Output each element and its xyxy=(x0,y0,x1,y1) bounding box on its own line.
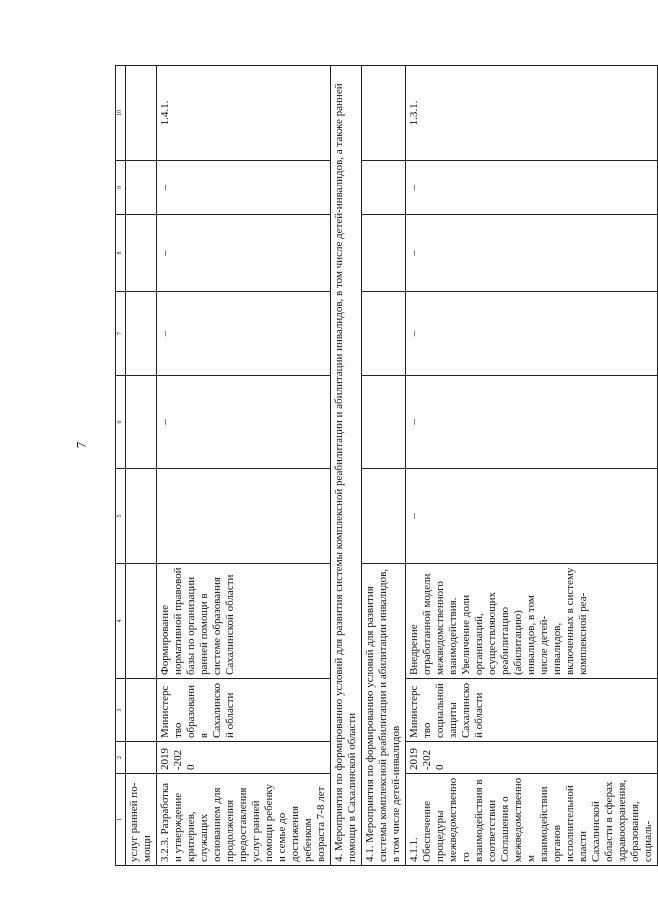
col-header: 10 xyxy=(116,66,126,161)
section-row xyxy=(331,66,362,866)
cell-col7 xyxy=(126,292,157,376)
cell-col5 xyxy=(157,469,331,564)
cell-measure: 3.2.3. Разработка и утверждение критериев, служащих основанием для продолжения предоставления услуг ранней помощи ребенку и семье до достижения ребенком возраста 7-8 лет xyxy=(157,774,331,866)
cell-col7: – xyxy=(157,292,331,376)
section-4-1-title: 4.1. Мероприятия по формированию условий для развития системы комплексной реабилитации и абилитации инвалидов, в том числе детей-инвалидов xyxy=(362,564,406,866)
col-header: 7 xyxy=(116,292,126,376)
cell-measure: услуг ранней по-мощи xyxy=(126,774,157,866)
cell-executor xyxy=(126,679,157,742)
cell-col10: 1.4.1. xyxy=(157,66,331,161)
col-header: 2 xyxy=(116,742,126,774)
cell-executor: Министерство образования Сахалинской области xyxy=(157,679,331,742)
col-header: 8 xyxy=(116,215,126,292)
cell-col8: – xyxy=(157,215,331,292)
section-row xyxy=(362,66,406,866)
col-header: 4 xyxy=(116,564,126,679)
cell-executor: Министерство социальной защиты Сахалинской области xyxy=(406,679,658,742)
cell-col9: – xyxy=(157,161,331,215)
col-header: 1 xyxy=(116,774,126,866)
cell-period: 2019-2020 xyxy=(157,742,331,774)
cell-period xyxy=(126,742,157,774)
cell-col10 xyxy=(126,66,157,161)
col-header: 3 xyxy=(116,679,126,742)
cell-col8 xyxy=(126,215,157,292)
col-header: 6 xyxy=(116,376,126,469)
cell-measure: 4.1.1. Обеспечение процедуры межведомственного взаимодействия в соответствии Соглашения о межведомственном взаимодействии органов исполнительной власти Сахалинской области в сферах здравоохранения, образования, социаль- xyxy=(406,774,658,866)
cell-result xyxy=(126,564,157,679)
cell-result: Формирование нормативной правовой базы по организации ранней помощи в системе образования Сахалинской области xyxy=(157,564,331,679)
cell-col6: – xyxy=(157,376,331,469)
section-4-title: 4. Мероприятия по формированию условий для развития системы комплексной реабилитации и абилитации инвалидов, в том числе детей-инвалидов, а также ранней помощи в Сахалинской области xyxy=(331,66,362,866)
cell-result: Внедрение отработанной модели межведомственного взаимодействия. Увеличение доли организаций, осуществляющих реабилитацию (абилитацию) инвалидов, в том числе детей-инвалидов, включенных в систему комплексной реа- xyxy=(406,564,658,679)
cell-col5: – xyxy=(406,469,658,564)
cell-col8: – xyxy=(406,215,658,292)
table-row xyxy=(157,66,331,866)
document-table-region xyxy=(115,66,654,866)
column-number-row xyxy=(116,66,126,866)
cell-col9 xyxy=(126,161,157,215)
col-header: 5 xyxy=(116,469,126,564)
table-row xyxy=(406,66,658,866)
cell-col9: – xyxy=(406,161,658,215)
table-row xyxy=(126,66,157,866)
col-header: 9 xyxy=(116,161,126,215)
cell-col5 xyxy=(126,469,157,564)
cell-col6 xyxy=(126,376,157,469)
page-number: 7 xyxy=(73,441,89,449)
cell-col10: 1.3.1. xyxy=(406,66,658,161)
cell-col7: – xyxy=(406,292,658,376)
cell-period: 2019-2020 xyxy=(406,742,658,774)
measures-table xyxy=(115,65,658,866)
cell-col6: – xyxy=(406,376,658,469)
